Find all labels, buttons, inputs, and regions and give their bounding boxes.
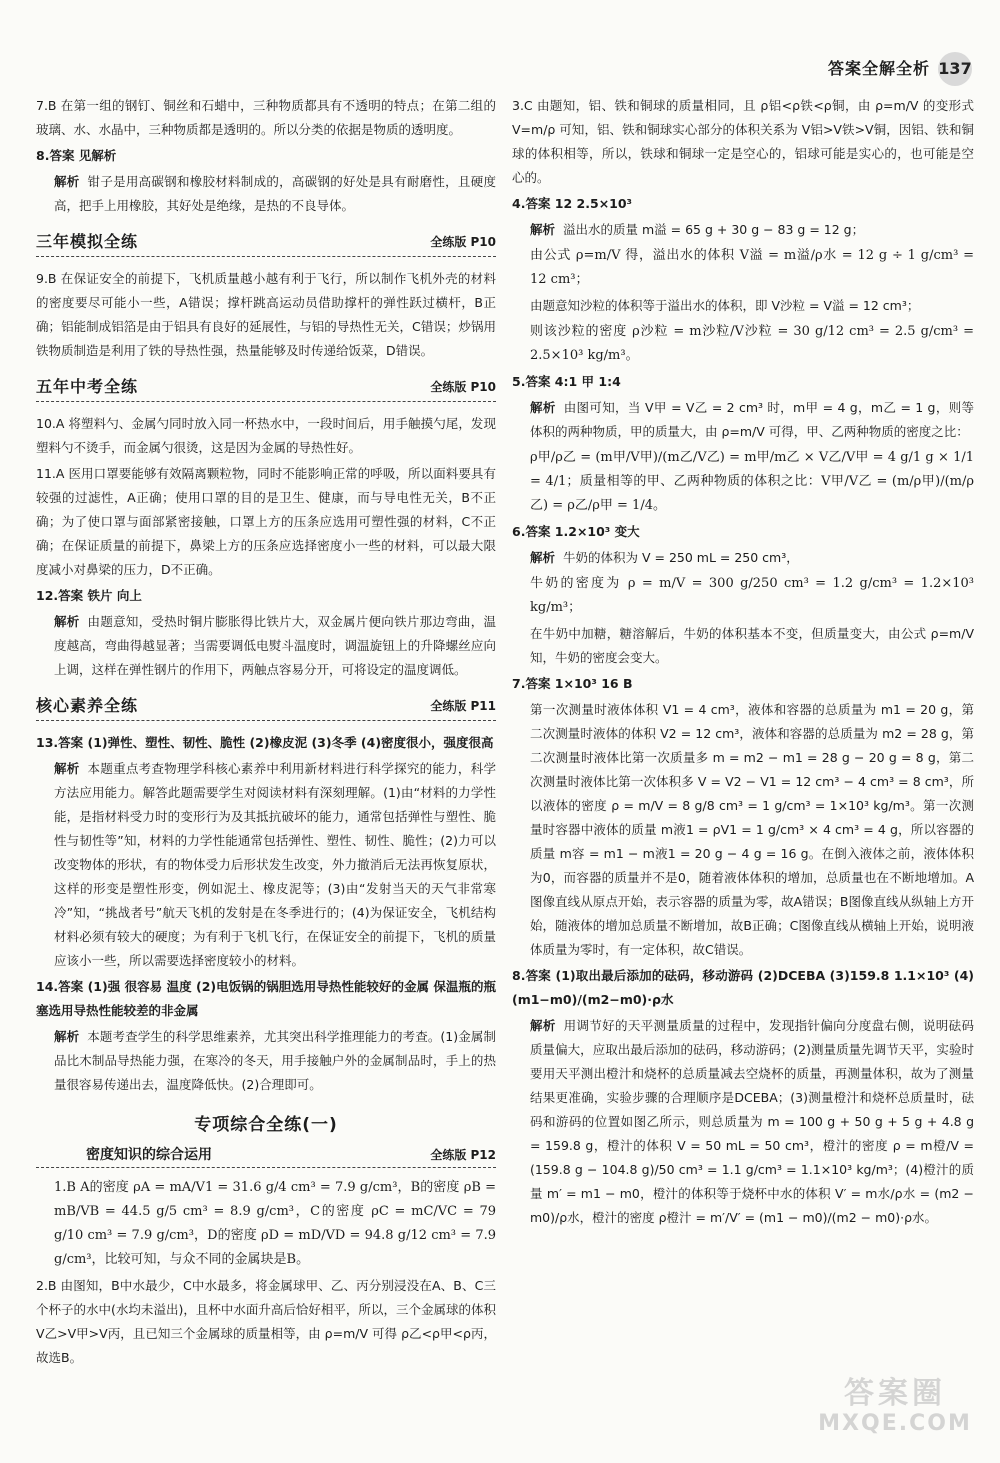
special-subtitle: 密度知识的综合运用 (86, 1147, 212, 1163)
header-title: 答案全解全析 (827, 59, 930, 78)
analysis-label: 解析 (54, 614, 80, 629)
analysis-label: 解析 (530, 550, 556, 565)
answer-r5-text: 由图可知，当 V甲 = V乙 = 2 cm³ 时，m甲 = 4 g，m乙 = 1 g，则等体积的两种物质，甲的质量大，由 ρ=m/V 可得，甲、乙两种物质的密度之比： (530, 400, 974, 439)
answer-r4-line2: 由公式 ρ=m/V 得，溢出水的体积 V溢 = m溢/ρ水 = 12 g ÷ 1 g/cm³ = 12 cm³； (530, 248, 974, 287)
watermark-line2: MXQE.COM (818, 1411, 972, 1436)
analysis-label: 解析 (530, 1018, 556, 1033)
answer-7: 7.B 在第一组的钢钉、铜丝和石蜡中，三种物质都具有不透明的特点；在第二组的玻璃、水、水晶中，三种物质都是透明的。所以分类的依据是物质的透明度。 (36, 98, 496, 137)
answer-r8-body (512, 1014, 974, 1230)
answer-r4-line4: 则该沙粒的密度 ρ沙粒 = m沙粒/V沙粒 = 30 g/12 cm³ = 2.5 g/cm³ = 2.5×10³ kg/m³。 (530, 324, 974, 363)
section-ref: 全练版 P10 (430, 235, 496, 249)
special-section (36, 1113, 496, 1168)
special-subtitle-row (36, 1143, 496, 1168)
analysis-label: 解析 (54, 1029, 80, 1044)
page-number: 137 (938, 52, 972, 86)
left-column (36, 94, 496, 1372)
analysis-label: 解析 (54, 761, 80, 776)
answer-r6-head: 6.答案 1.2×10³ 变大 (512, 524, 640, 539)
answer-12-text: 由题意知，受热时铜片膨胀得比铁片大，双金属片便向铁片那边弯曲，温度越高，弯曲得越显著；当需要调低电熨斗温度时，调温旋钮上的升降螺丝应向上调，这样在弹性钢片的作用下，两触点容易分开，可将设定的温度调低。 (54, 614, 496, 677)
special-title: 专项综合全练(一) (194, 1115, 338, 1135)
answer-8-head: 8.答案 见解析 (36, 148, 117, 163)
answer-r8-head: 8.答案 (1)取出最后添加的砝码，移动游码 (2)DCEBA (3)159.8 1.1×10³ (4)(m1−m0)/(m2−m0)·ρ水 (512, 968, 974, 1007)
answer-r6-line1 (512, 546, 974, 570)
answer-12-head: 12.答案 铁片 向上 (36, 588, 142, 603)
answer-14-text: 本题考查学生的科学思维素养，尤其突出科学推理能力的考查。(1)金属制品比木制品导热能力强，在寒冷的冬天，用手接触户外的金属制品时，手上的热量很容易传递出去，温度降低快。(2)合理即可。 (54, 1029, 496, 1092)
page-header (828, 52, 972, 86)
answer-14-head: 14.答案 (1)强 很容易 温度 (2)电饭锅的锅胆选用导热性能较好的金属 保温瓶的瓶塞选用导热性能较差的非金属 (36, 979, 496, 1018)
answer-r5-head: 5.答案 4:1 甲 1:4 (512, 374, 621, 389)
section-three-year (36, 230, 496, 257)
special-ref: 全练版 P12 (430, 1148, 496, 1162)
analysis-label: 解析 (530, 222, 556, 237)
answer-r3: 3.C 由题知，铝、铁和铜球的质量相同，且 ρ铝<ρ铁<ρ铜，由 ρ=m/V 的变形式 V=m/ρ 可知，铝、铁和铜球实心部分的体积关系为 V铝>V铁>V铜，因铝、铁和铜球的体积相等，所以，铁球和铜球一定是空心的，铝球可能是实心的，也可能是空心的。 (512, 98, 974, 185)
answer-14-body (36, 1025, 496, 1097)
watermark-logo (810, 1376, 980, 1449)
answer-r5-line2: ρ甲/ρ乙 = (m甲/V甲)/(m乙/V乙) = m甲/m乙 × V乙/V甲 = 4 g/1 g × 1/1 = 4/1；质量相等的甲、乙两种物质的体积之比：V甲/V乙 = (m/ρ甲)/(m/ρ乙) = ρ乙/ρ甲 = 1/4。 (530, 450, 974, 513)
answer-12-body (36, 610, 496, 682)
special-answer-1: 1.B A的密度 ρA = mA/V1 = 31.6 g/4 cm³ = 7.9 g/cm³，B的密度 ρB = mB/VB = 44.5 g/5 cm³ = 8.9 g/cm³，C的密度 ρC = mC/VC = 79 g/10 cm³ = 7.9 g/cm³，D的密度 ρD = mD/VD = 94.8 g/12 cm³ = 7.9 g/cm³，比较可知，与众不同的金属块是B。 (54, 1180, 496, 1267)
answer-8-text: 钳子是用高碳钢和橡胶材料制成的，高碳钢的好处是具有耐磨性，且硬度高，把手上用橡胶，其好处是绝缘，是热的不良导体。 (54, 174, 496, 213)
right-column (512, 94, 974, 1232)
analysis-label: 解析 (54, 174, 80, 189)
section-core-literacy (36, 694, 496, 721)
watermark-line1: 答案圈 (844, 1376, 946, 1411)
answer-r4-head: 4.答案 12 2.5×10³ (512, 196, 633, 211)
answer-r6-text: 牛奶的体积为 V = 250 mL = 250 cm³， (563, 550, 799, 565)
answer-10: 10.A 将塑料勺、金属勺同时放入同一杯热水中，一段时间后，用手触摸勺尾，发现塑料勺不烫手，而金属勺很烫，这是因为金属的导热性好。 (36, 416, 496, 455)
section-five-year (36, 375, 496, 402)
special-answer-2: 2.B 由图知，B中水最少，C中水最多，将金属球甲、乙、丙分别浸没在A、B、C三个杯子的水中(水均未溢出)，且杯中水面升高后恰好相平，所以，三个金属球的体积 V乙>V甲>V丙，且已知三个金属球的质量相等，由 ρ=m/V 可得 ρ乙<ρ甲<ρ丙，故选B。 (36, 1278, 496, 1365)
answer-r4-text: 溢出水的质量 m溢 = 65 g + 30 g − 83 g = 12 g； (563, 222, 865, 237)
answer-8-body (36, 170, 496, 218)
analysis-label: 解析 (530, 400, 556, 415)
answer-r8-text: 用调节好的天平测量质量的过程中，发现指针偏向分度盘右侧，说明砝码质量偏大，应取出最后添加的砝码，移动游码；(2)测量质量先调节天平，实验时要用天平测出橙汁和烧杯的总质量减去空烧杯的质量，再测量体积，故为了测量结果更准确，实验步骤的合理顺序是DCEBA；(3)测量橙汁和烧杯总质量时，砝码和游码的位置如图乙所示，则总质量为 m = 100 g + 50 g + 5 g + 4.8 g = 159.8 g，橙汁的体积 V = 50 mL = 50 cm³，橙汁的密度 ρ = m橙/V = (159.8 g − 104.8 g)/50 cm³ = 1.1 g/cm³ = 1.1×10³ kg/m³；(4)橙汁的质量 m′ = m1 − m0，橙汁的体积等于烧杯中水的体积 V′ = m水/ρ水 = (m2 − m0)/ρ水，橙汁的密度 ρ橙汁 = m′/V′ = (m1 − m0)/(m2 − m0)·ρ水。 (530, 1018, 974, 1225)
answer-r7-body: 第一次测量时液体体积 V1 = 4 cm³，液体和容器的总质量为 m1 = 20 g，第二次测量时液体的体积 V2 = 12 cm³，液体和容器的总质量为 m2 = 28 g，第二次测量时液体比第一次质量多 m = m2 − m1 = 28 g − 20 g = 8 g，第二次测量时液体比第一次体积多 V = V2 − V1 = 12 cm³ − 4 cm³ = 8 cm³，所以液体的密度 ρ = m/V = 8 g/8 cm³ = 1 g/cm³ = 1×10³ kg/m³。第一次测量时容器中液体的质量 m液1 = ρV1 = 1 g/cm³ × 4 cm³ = 4 g，所以容器的质量 m容 = m1 − m液1 = 20 g − 4 g = 16 g。在倒入液体之前，液体体积为0，而容器的质量并不是0，随着液体体积的增加，总质量也在不断地增加。A图像直线从原点开始，表示容器的质量为零，故A错误；B图像直线从纵轴上方开始，随液体的增加总质量不断增加，故B正确；C图像直线从横轴上开始，说明液体质量为零时，有一定体积，故C错误。 (530, 702, 974, 957)
section-ref: 全练版 P11 (430, 699, 496, 713)
answer-13-body (36, 757, 496, 973)
section-ref: 全练版 P10 (430, 380, 496, 394)
answer-r6-line2: 牛奶的密度为 ρ = m/V = 300 g/250 cm³ = 1.2 g/cm³ = 1.2×10³ kg/m³； (530, 576, 974, 615)
answer-r4-line3: 由题意知沙粒的体积等于溢出水的体积，即 V沙粒 = V溢 = 12 cm³； (530, 298, 920, 313)
section-title: 核心素养全练 (36, 696, 139, 715)
answer-11: 11.A 医用口罩要能够有效隔离颗粒物，同时不能影响正常的呼吸，所以面料要具有较强的过滤性，A正确；使用口罩的目的是卫生、健康，而与导电性无关，B不正确；为了使口罩与面部紧密接触，口罩上方的压条应选用可塑性强的材料，C不正确；在保证质量的前提下，鼻梁上方的压条应选择密度小一些的材料，可以最大限度减小对鼻梁的压力，D不正确。 (36, 466, 496, 577)
answer-13-text: 本题重点考查物理学科核心素养中利用新材料进行科学探究的能力，科学方法应用能力。解答此题需要学生对阅读材料有深刻理解。(1)由“材料的力学性能，是指材料受力时的变形行为及其抵抗破坏的能力，通常包括弹性与塑性、脆性与韧性等”知，材料的力学性能通常包括弹性、塑性、韧性、脆性；(2)力可以改变物体的形状，有的物体受力后形状发生改变，外力撤消后无法再恢复原状，这样的形变是塑性形变，例如泥土、橡皮泥等；(3)由“发射当天的天气非常寒冷”知，“挑战者号”航天飞机的发射是在冬季进行的；(4)为保证安全，飞机结构材料必须有较大的硬度；为有利于飞机飞行，在保证安全的前提下，飞机的质量应该小一些，所以需要选择密度较小的材料。 (54, 761, 496, 968)
answer-r5-line1 (512, 396, 974, 444)
answer-r7-head: 7.答案 1×10³ 16 B (512, 676, 633, 691)
answer-13-head: 13.答案 (1)弹性、塑性、韧性、脆性 (2)橡皮泥 (3)冬季 (4)密度很小，强度很高 (36, 735, 494, 750)
answer-9: 9.B 在保证安全的前提下，飞机质量越小越有利于飞行，所以制作飞机外壳的材料的密度要尽可能小一些，A错误；撑杆跳高运动员借助撑杆的弹性跃过横杆，B正确；铝能制成铝箔是由于铝具有良好的延展性，与铝的导热性无关，C错误；炒锅用铁物质制造是利用了铁的导热性强，热量能够及时传递给饭菜，D错误。 (36, 271, 496, 358)
answer-r6-line3: 在牛奶中加糖，糖溶解后，牛奶的体积基本不变，但质量变大，由公式 ρ=m/V 知，牛奶的密度会变大。 (530, 626, 974, 665)
section-title: 三年模拟全练 (36, 232, 139, 251)
section-title: 五年中考全练 (36, 377, 139, 396)
answer-r4-line1 (512, 218, 974, 242)
